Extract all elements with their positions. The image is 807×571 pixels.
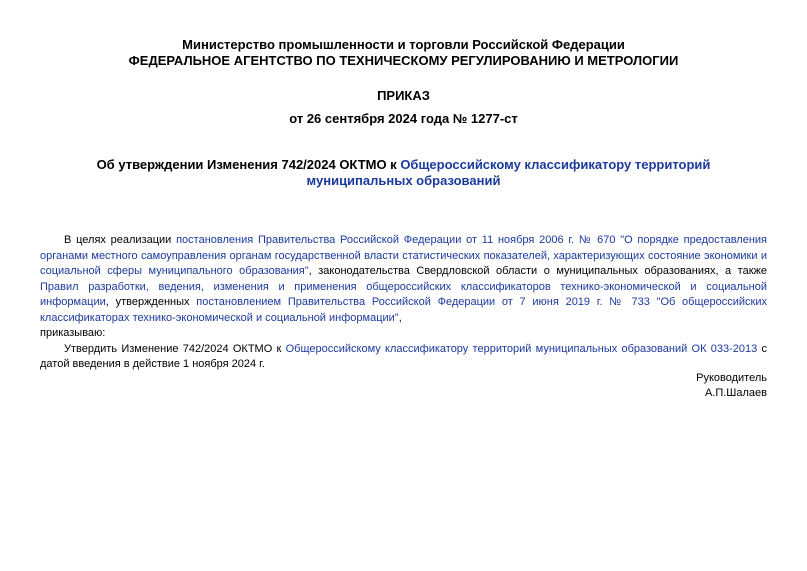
- decree-733-link[interactable]: постановлением Правительства Российской Федерации от 7 июня 2019 г. № 733 "Об общероссийских классификаторах технико-экономической и социальной информации": [40, 296, 767, 324]
- preamble-text-4: ,: [398, 311, 402, 324]
- signatory-position: Руководитель: [696, 372, 767, 384]
- ministry-name: Министерство промышленности и торговли Российской Федерации: [182, 37, 625, 52]
- agency-name: ФЕДЕРАЛЬНОЕ АГЕНТСТВО ПО ТЕХНИЧЕСКОМУ РЕГУЛИРОВАНИЮ И МЕТРОЛОГИИ: [128, 53, 679, 68]
- document-body: [40, 233, 767, 373]
- order-paragraph: [40, 342, 767, 373]
- preamble-paragraph: [40, 233, 767, 326]
- title-text: Об утверждении Изменения 742/2024 ОКТМО к: [96, 157, 401, 172]
- preamble-text-3: , утвержденных: [105, 296, 197, 308]
- order-text-1: Утвердить Изменение 742/2024 ОКТМО к: [64, 342, 286, 355]
- signature-block: [696, 371, 767, 401]
- document-date-number: от 26 сентября 2024 года № 1277-ст: [289, 111, 518, 126]
- preamble-text-2: , законодательства Свердловской области о муниципальных образованиях, а также: [308, 265, 767, 277]
- title-classifier-link[interactable]: Общероссийскому классификатору территорий муниципальных образований: [306, 157, 711, 188]
- decree-670-link[interactable]: постановления Правительства Российской Федерации от 11 ноября 2006 г. № 670 "О порядке предоставления органами местного самоуправления органам государственной власти статистических показателей, характеризующих состояние экономики и социальной сферы муниципального образования": [40, 234, 767, 277]
- document-title: [60, 157, 747, 189]
- order-text-2: с датой введения в действие 1 ноября 2024 г.: [40, 342, 767, 370]
- document-type: ПРИКАЗ: [377, 88, 430, 103]
- ok-033-2013-link[interactable]: Общероссийскому классификатору территорий муниципальных образований ОК 033-2013: [285, 342, 758, 355]
- signatory-name: А.П.Шалаев: [704, 387, 767, 399]
- preamble-text-1: В целях реализации: [64, 234, 177, 246]
- classifier-rules-link[interactable]: Правил разработки, ведения, изменения и применения общероссийских классификаторов технико-экономической и социальной информации: [40, 280, 767, 308]
- order-word: приказываю:: [40, 327, 106, 339]
